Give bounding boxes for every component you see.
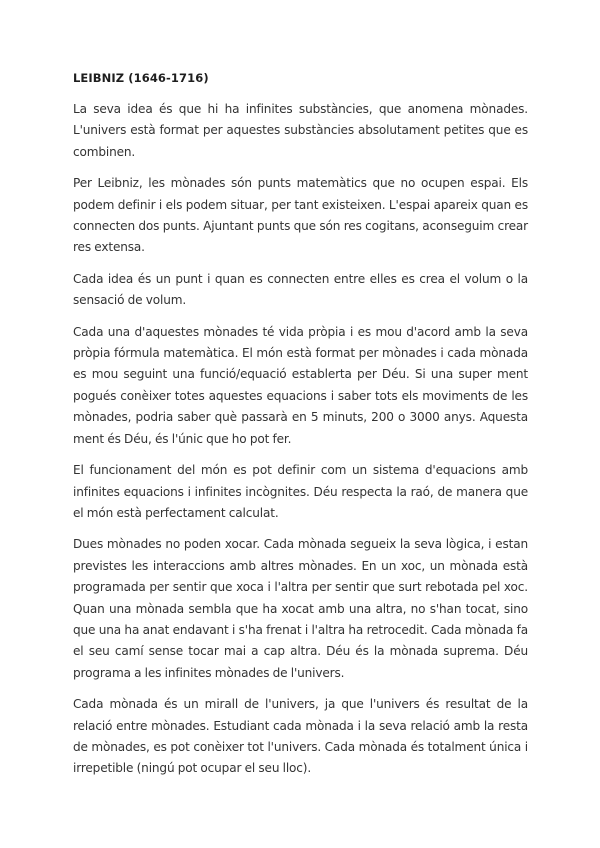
- paragraph-4: Cada una d'aquestes mònades té vida pròpia i es mou d'acord amb la seva pròpia fórmula matemàtica. El món està format per mònades i cada mònada es mou seguint una funció/equació establerta per Déu. Si una super ment pogués conèixer totes aquestes equacions i saber tots els moviments de les mònades, podria saber què passarà en 5 minuts, 200 o 3000 anys. Aquesta ment és Déu, és l'únic que ho pot fer.: [73, 324, 528, 446]
- paragraph-5: El funcionament del món es pot definir com un sistema d'equacions amb infinites equacions i infinites incògnites. Déu respecta la raó, de manera que el món està perfectament calculat.: [73, 463, 528, 520]
- paragraph-7: Cada mònada és un mirall de l'univers, ja que l'univers és resultat de la relació entre mònades. Estudiant cada mònada i la seva relació amb la resta de mònades, es pot conèixer tot l'univers. Cada mònada és totalment única i irrepetible (ningú pot ocupar el seu lloc).: [73, 697, 528, 776]
- document-title: LEIBNIZ (1646-1716): [73, 71, 209, 85]
- paragraph-6: Dues mònades no poden xocar. Cada mònada segueix la seva lògica, i estan previstes les interaccions amb altres mònades. En un xoc, un mònada està programada per sentir que xoca i l'altra per sentir que surt rebotada pel xoc. Quan una mònada sembla que ha xocat amb una altra, no s'han tocat, sino que una ha anat endavant i s'ha frenat i l'altra ha retrocedit. Cada mònada fa el seu camí sense tocar mai a cap altra. Déu és la mònada suprema. Déu programa a les infinites mònades de l'univers.: [73, 537, 528, 680]
- paragraph-3: Cada idea és un punt i quan es connecten entre elles es crea el volum o la sensació de volum.: [73, 271, 528, 308]
- paragraph-2: Per Leibniz, les mònades són punts matemàtics que no ocupen espai. Els podem definir i els podem situar, per tant existeixen. L'espai apareix quan es connecten dos punts. Ajuntant punts que són res cogitans, aconseguim crear res extensa.: [73, 176, 528, 255]
- paragraph-1: La seva idea és que hi ha infinites substàncies, que anomena mònades. L'univers està format per aquestes substàncies absolutament petites que es combinen.: [73, 102, 528, 159]
